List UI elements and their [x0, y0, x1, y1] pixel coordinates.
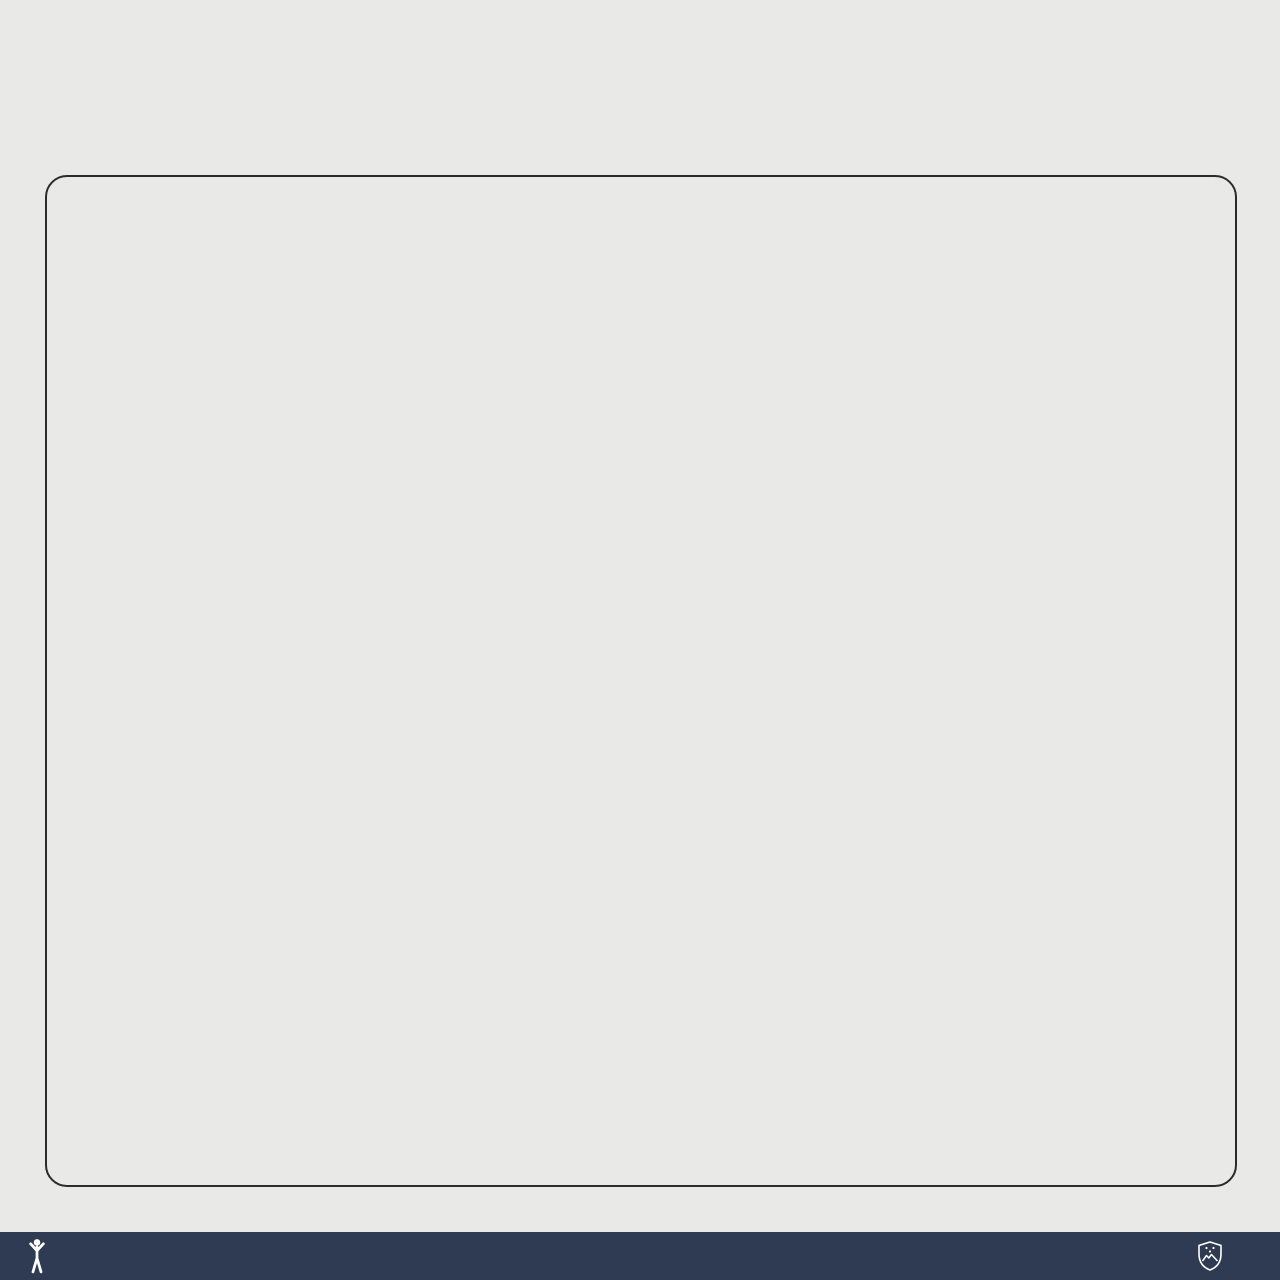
ostanizdrav-person-icon — [26, 1238, 48, 1274]
footer-left — [26, 1238, 58, 1274]
footer-right — [1198, 1241, 1234, 1271]
footer-bar — [0, 1232, 1280, 1280]
slovenia-coat-of-arms-icon — [1198, 1241, 1222, 1271]
